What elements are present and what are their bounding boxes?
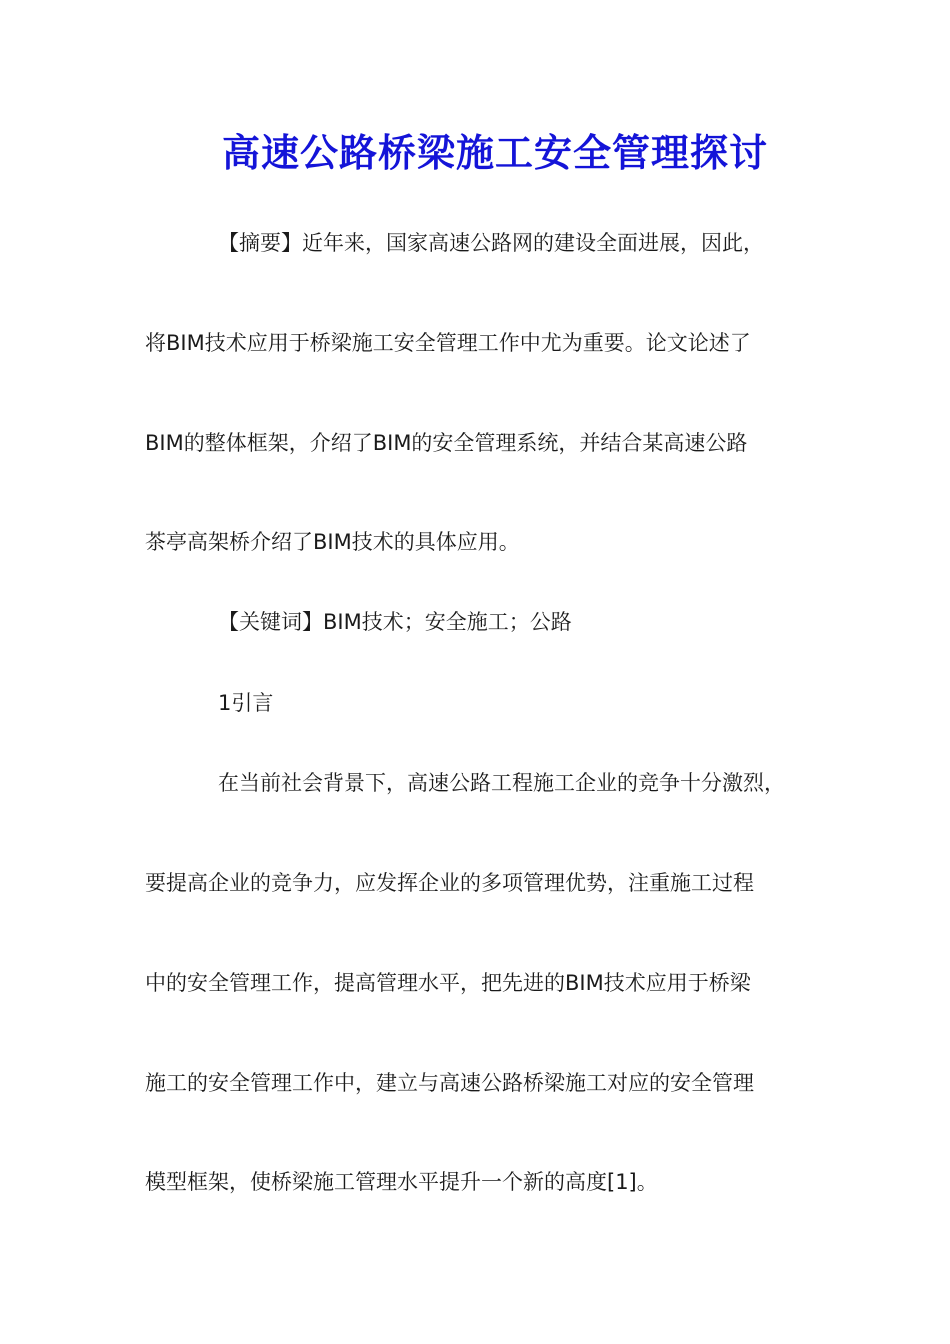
- keywords-line: 【关键词】BIM技术；安全施工；公路: [218, 610, 572, 634]
- document-title: 高速公路桥梁施工安全管理探讨: [221, 130, 768, 175]
- abstract-line-1: 【摘要】近年来，国家高速公路网的建设全面进展，因此，: [218, 231, 764, 255]
- body-line-1: 在当前社会背景下，高速公路工程施工企业的竞争十分激烈，: [218, 771, 785, 795]
- abstract-line-3: BIM的整体框架，介绍了BIM的安全管理系统，并结合某高速公路: [145, 431, 748, 455]
- body-line-5: 模型框架，使桥梁施工管理水平提升一个新的高度[1]。: [145, 1170, 658, 1194]
- abstract-line-2: 将BIM技术应用于桥梁施工安全管理工作中尤为重要。论文论述了: [145, 331, 751, 355]
- body-line-3: 中的安全管理工作，提高管理水平，把先进的BIM技术应用于桥梁: [145, 971, 751, 995]
- section-heading-introduction: 1引言: [218, 691, 274, 715]
- body-line-2: 要提高企业的竞争力，应发挥企业的多项管理优势，注重施工过程: [145, 871, 754, 895]
- body-line-4: 施工的安全管理工作中，建立与高速公路桥梁施工对应的安全管理: [145, 1071, 754, 1095]
- abstract-line-4: 茶亭高架桥介绍了BIM技术的具体应用。: [145, 530, 520, 554]
